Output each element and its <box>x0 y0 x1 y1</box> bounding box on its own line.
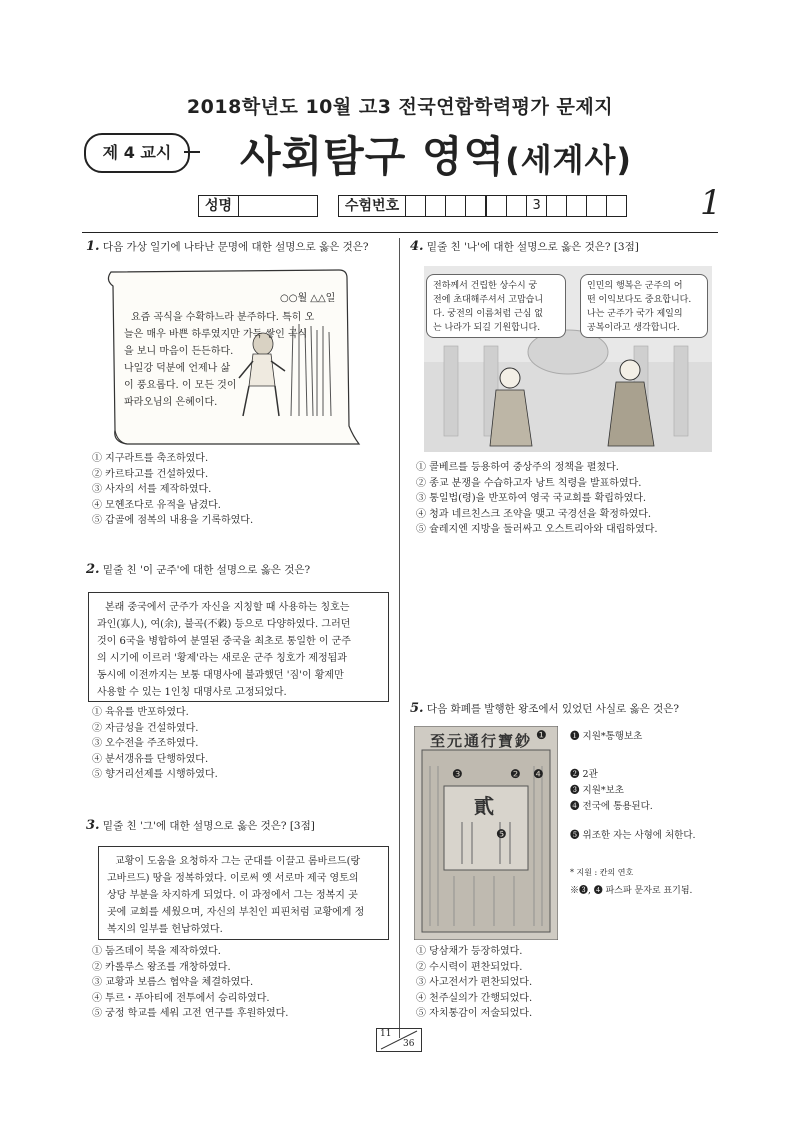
option-5[interactable]: ⑤ 갑골에 점복의 내용을 기록하였다. <box>92 515 254 526</box>
passage-line: 사용할 수 있는 1인칭 대명사로 고정되었다. <box>97 687 287 698</box>
passage-line: 상당 부분을 차지하게 되었다. 이 과정에서 그는 정복지 곳 <box>107 890 358 901</box>
exam-number-cell[interactable] <box>466 196 487 216</box>
option-1[interactable]: ① 육유를 반포하였다. <box>92 707 189 718</box>
question-2-number: 2. <box>86 562 100 577</box>
option-5[interactable]: ⑤ 슐레지엔 지방을 둘러싸고 오스트리아와 대립하였다. <box>416 524 658 535</box>
option-3[interactable]: ③ 사고전서가 편찬되었다. <box>416 977 533 988</box>
banknote-marker-2: ❷ <box>510 767 521 781</box>
option-4[interactable]: ④ 모헨조다로 유적을 남겼다. <box>92 499 221 511</box>
name-label: 성명 <box>199 196 239 216</box>
exam-number-cell[interactable] <box>406 196 426 216</box>
question-3-number: 3. <box>86 818 100 833</box>
passage-line: 것이 6국을 병합하여 분열된 중국을 최초로 통일한 이 군주 <box>97 636 351 647</box>
option-2[interactable]: ② 카롤루스 왕조를 개창하였다. <box>92 961 231 973</box>
option-3[interactable]: ③ 사자의 서를 제작하였다. <box>92 484 212 495</box>
diary-date: ○○월 △△일 <box>280 293 336 304</box>
banknote-marker-4: ❹ <box>533 767 544 781</box>
bubble-line: 공복이라고 생각합니다. <box>587 323 680 333</box>
option-1[interactable]: ① 지구라트를 축조하였다. <box>92 453 209 464</box>
question-5-text: 다음 화폐를 발행한 왕조에서 있었던 사실로 옳은 것은? <box>426 703 680 715</box>
question-5-number: 5. <box>410 701 424 716</box>
question-3 <box>86 819 396 833</box>
banknote-marker-1: ❶ <box>536 728 547 742</box>
bubble-line: 떤 이익보다도 중요합니다. <box>587 295 692 305</box>
diary-line: 이 풍요롭다. 이 모든 것이 <box>124 380 237 391</box>
option-1[interactable]: ① 당삼채가 등장하였다. <box>416 946 523 957</box>
question-4-number: 4. <box>410 239 424 254</box>
option-4[interactable]: ④ 천주실의가 간행되었다. <box>416 992 533 1004</box>
q3-passage <box>98 846 389 940</box>
column-divider <box>399 238 400 1038</box>
diary-line: 요즘 곡식을 수확하느라 분주하다. 특히 오 <box>131 312 315 323</box>
diary-line: 나일강 덕분에 언제나 삶 <box>124 363 231 374</box>
exam-title: 2018학년도 10월 고3 전국연합학력평가 문제지 <box>186 96 614 118</box>
q1-options <box>92 451 253 529</box>
banknote-label-1: ❶ 지원*통행보초 <box>570 731 643 742</box>
exam-number-cell[interactable] <box>607 196 626 216</box>
banknote-note-1: * 지원 : 칸의 연호 <box>570 868 634 877</box>
question-2-text: 밑줄 친 '이 군주'에 대한 설명으로 옳은 것은? <box>102 564 311 576</box>
question-1 <box>86 240 396 254</box>
option-1[interactable]: ① 콜베르를 등용하여 중상주의 정책을 펼쳤다. <box>416 462 619 473</box>
bubble-line: 전하께서 건립한 상수시 궁 <box>433 281 538 291</box>
banknote-label-2: ❷ 2관 <box>570 769 598 780</box>
exam-number-cell-filled: 3 <box>527 196 547 216</box>
bubble-line: 다. 궁전의 이름처럼 근심 없 <box>433 309 543 319</box>
passage-line: 복지의 일부를 헌납하였다. <box>107 924 223 935</box>
question-1-text: 다음 가상 일기에 나타난 문명에 대한 설명으로 옳은 것은? <box>102 241 369 253</box>
option-2[interactable]: ② 종교 분쟁을 수습하고자 낭트 칙령을 발표하였다. <box>416 477 642 489</box>
q3-options <box>92 944 288 1022</box>
page-current: 11 <box>380 1029 392 1039</box>
option-3[interactable]: ③ 통일법(령)을 반포하여 영국 국교회를 확립하였다. <box>416 493 647 504</box>
banknote-center-text: 貳 <box>474 794 494 818</box>
passage-line: 동시에 이전까지는 보통 대명사에 불과했던 '짐'이 황제만 <box>97 670 344 681</box>
banknote-label-4: ❹ 전국에 통용된다. <box>570 801 653 812</box>
banknote-label-3: ❸ 지원*보초 <box>570 785 624 796</box>
banknote-label-5: ❺ 위조한 자는 사형에 처한다. <box>570 830 696 841</box>
subject-title <box>240 124 632 184</box>
yuan-banknote-illustration <box>414 726 558 940</box>
bubble-line: 인민의 행복은 군주의 어 <box>587 281 683 291</box>
option-2[interactable]: ② 자금성을 건설하였다. <box>92 722 199 734</box>
page-number: 1 <box>700 183 722 223</box>
q2-passage <box>88 592 389 702</box>
diary-line: 파라오님의 은혜이다. <box>124 397 218 408</box>
option-5[interactable]: ⑤ 궁정 학교를 세워 고전 연구를 후원하였다. <box>92 1008 289 1019</box>
period-badge-tail <box>184 151 200 153</box>
banknote-banner-text: 至元通行寶鈔 <box>430 732 533 750</box>
passage-line: 고바르드) 땅을 정복하였다. 이로써 옛 서로마 제국 영토의 <box>107 873 359 884</box>
option-5[interactable]: ⑤ 향거리선제를 시행하였다. <box>92 769 218 780</box>
page-footer-box <box>376 1028 422 1052</box>
question-3-text: 밑줄 친 '그'에 대한 설명으로 옳은 것은? [3점] <box>102 820 315 832</box>
option-3[interactable]: ③ 오수전을 주조하였다. <box>92 738 199 749</box>
bubble-line: 전에 초대해주셔서 고맙습니 <box>433 295 544 305</box>
exam-number-cell[interactable] <box>446 196 466 216</box>
bubble-line: 나는 군주가 국가 제일의 <box>587 309 683 319</box>
speech-bubble-left <box>426 274 566 338</box>
passage-line: 본래 중국에서 군주가 자신을 지칭할 때 사용하는 칭호는 <box>105 602 350 613</box>
option-3[interactable]: ③ 교황과 보름스 협약을 체결하였다. <box>92 977 254 988</box>
period-badge: 제 4 교시 <box>84 133 190 173</box>
diary-line: 늘은 매우 바쁜 하루였지만 가득 쌓인 곡식 <box>124 329 308 340</box>
exam-number-box <box>338 195 627 217</box>
bubble-line: 는 나라가 되길 기원합니다. <box>433 323 541 333</box>
exam-number-cell[interactable] <box>426 196 446 216</box>
page-total: 36 <box>403 1039 415 1049</box>
name-field[interactable] <box>239 196 317 216</box>
q4-options <box>416 460 658 538</box>
banknote-marker-3: ❸ <box>452 767 463 781</box>
exam-number-cell[interactable] <box>587 196 607 216</box>
exam-number-cell[interactable] <box>567 196 587 216</box>
name-box <box>198 195 318 217</box>
passage-line: 의 시기에 이르러 '황제'라는 새로운 군주 칭호가 제정됨과 <box>97 653 347 664</box>
subject-title-main: 사회탐구 영역 <box>240 132 506 181</box>
option-2[interactable]: ② 수시력이 편찬되었다. <box>416 961 523 973</box>
passage-line: 곳에 교회를 세웠으며, 자신의 부친인 피핀처럼 교황에게 정 <box>107 907 365 918</box>
exam-number-cell[interactable] <box>487 196 507 216</box>
option-5[interactable]: ⑤ 자치통감이 저술되었다. <box>416 1008 533 1019</box>
exam-number-label: 수험번호 <box>339 196 406 216</box>
exam-number-cell[interactable] <box>507 196 527 216</box>
option-4[interactable]: ④ 투르・푸아티에 전투에서 승리하였다. <box>92 992 270 1004</box>
banknote-note-2: ※❸, ❹ 파스파 문자로 표기됨. <box>570 886 693 896</box>
option-1[interactable]: ① 둠즈데이 북을 제작하였다. <box>92 946 221 957</box>
speech-bubble-right <box>580 274 708 338</box>
banknote-marker-5: ❺ <box>496 827 507 841</box>
id-row <box>198 195 627 217</box>
question-4-text: 밑줄 친 '나'에 대한 설명으로 옳은 것은? [3점] <box>426 241 639 253</box>
question-5 <box>410 702 720 716</box>
passage-line: 교황이 도움을 요청하자 그는 군대를 이끌고 롬바르드(랑 <box>115 856 361 867</box>
q5-options <box>416 944 532 1022</box>
subject-title-sub: (세계사) <box>505 141 633 179</box>
question-2 <box>86 563 396 577</box>
option-2[interactable]: ② 카르타고를 건설하였다. <box>92 468 209 480</box>
question-1-number: 1. <box>86 239 100 254</box>
question-4 <box>410 240 720 254</box>
exam-number-cell[interactable] <box>547 196 567 216</box>
diary-line: 을 보니 마음이 든든하다. <box>124 346 234 357</box>
option-4[interactable]: ④ 분서갱유를 단행하였다. <box>92 753 209 765</box>
header-divider <box>82 232 718 233</box>
passage-line: 과인(寡人), 여(余), 불곡(不穀) 등으로 다양하였다. 그러던 <box>97 619 351 630</box>
q2-options <box>92 705 218 783</box>
option-4[interactable]: ④ 청과 네르친스크 조약을 맺고 국경선을 확정하였다. <box>416 508 652 520</box>
